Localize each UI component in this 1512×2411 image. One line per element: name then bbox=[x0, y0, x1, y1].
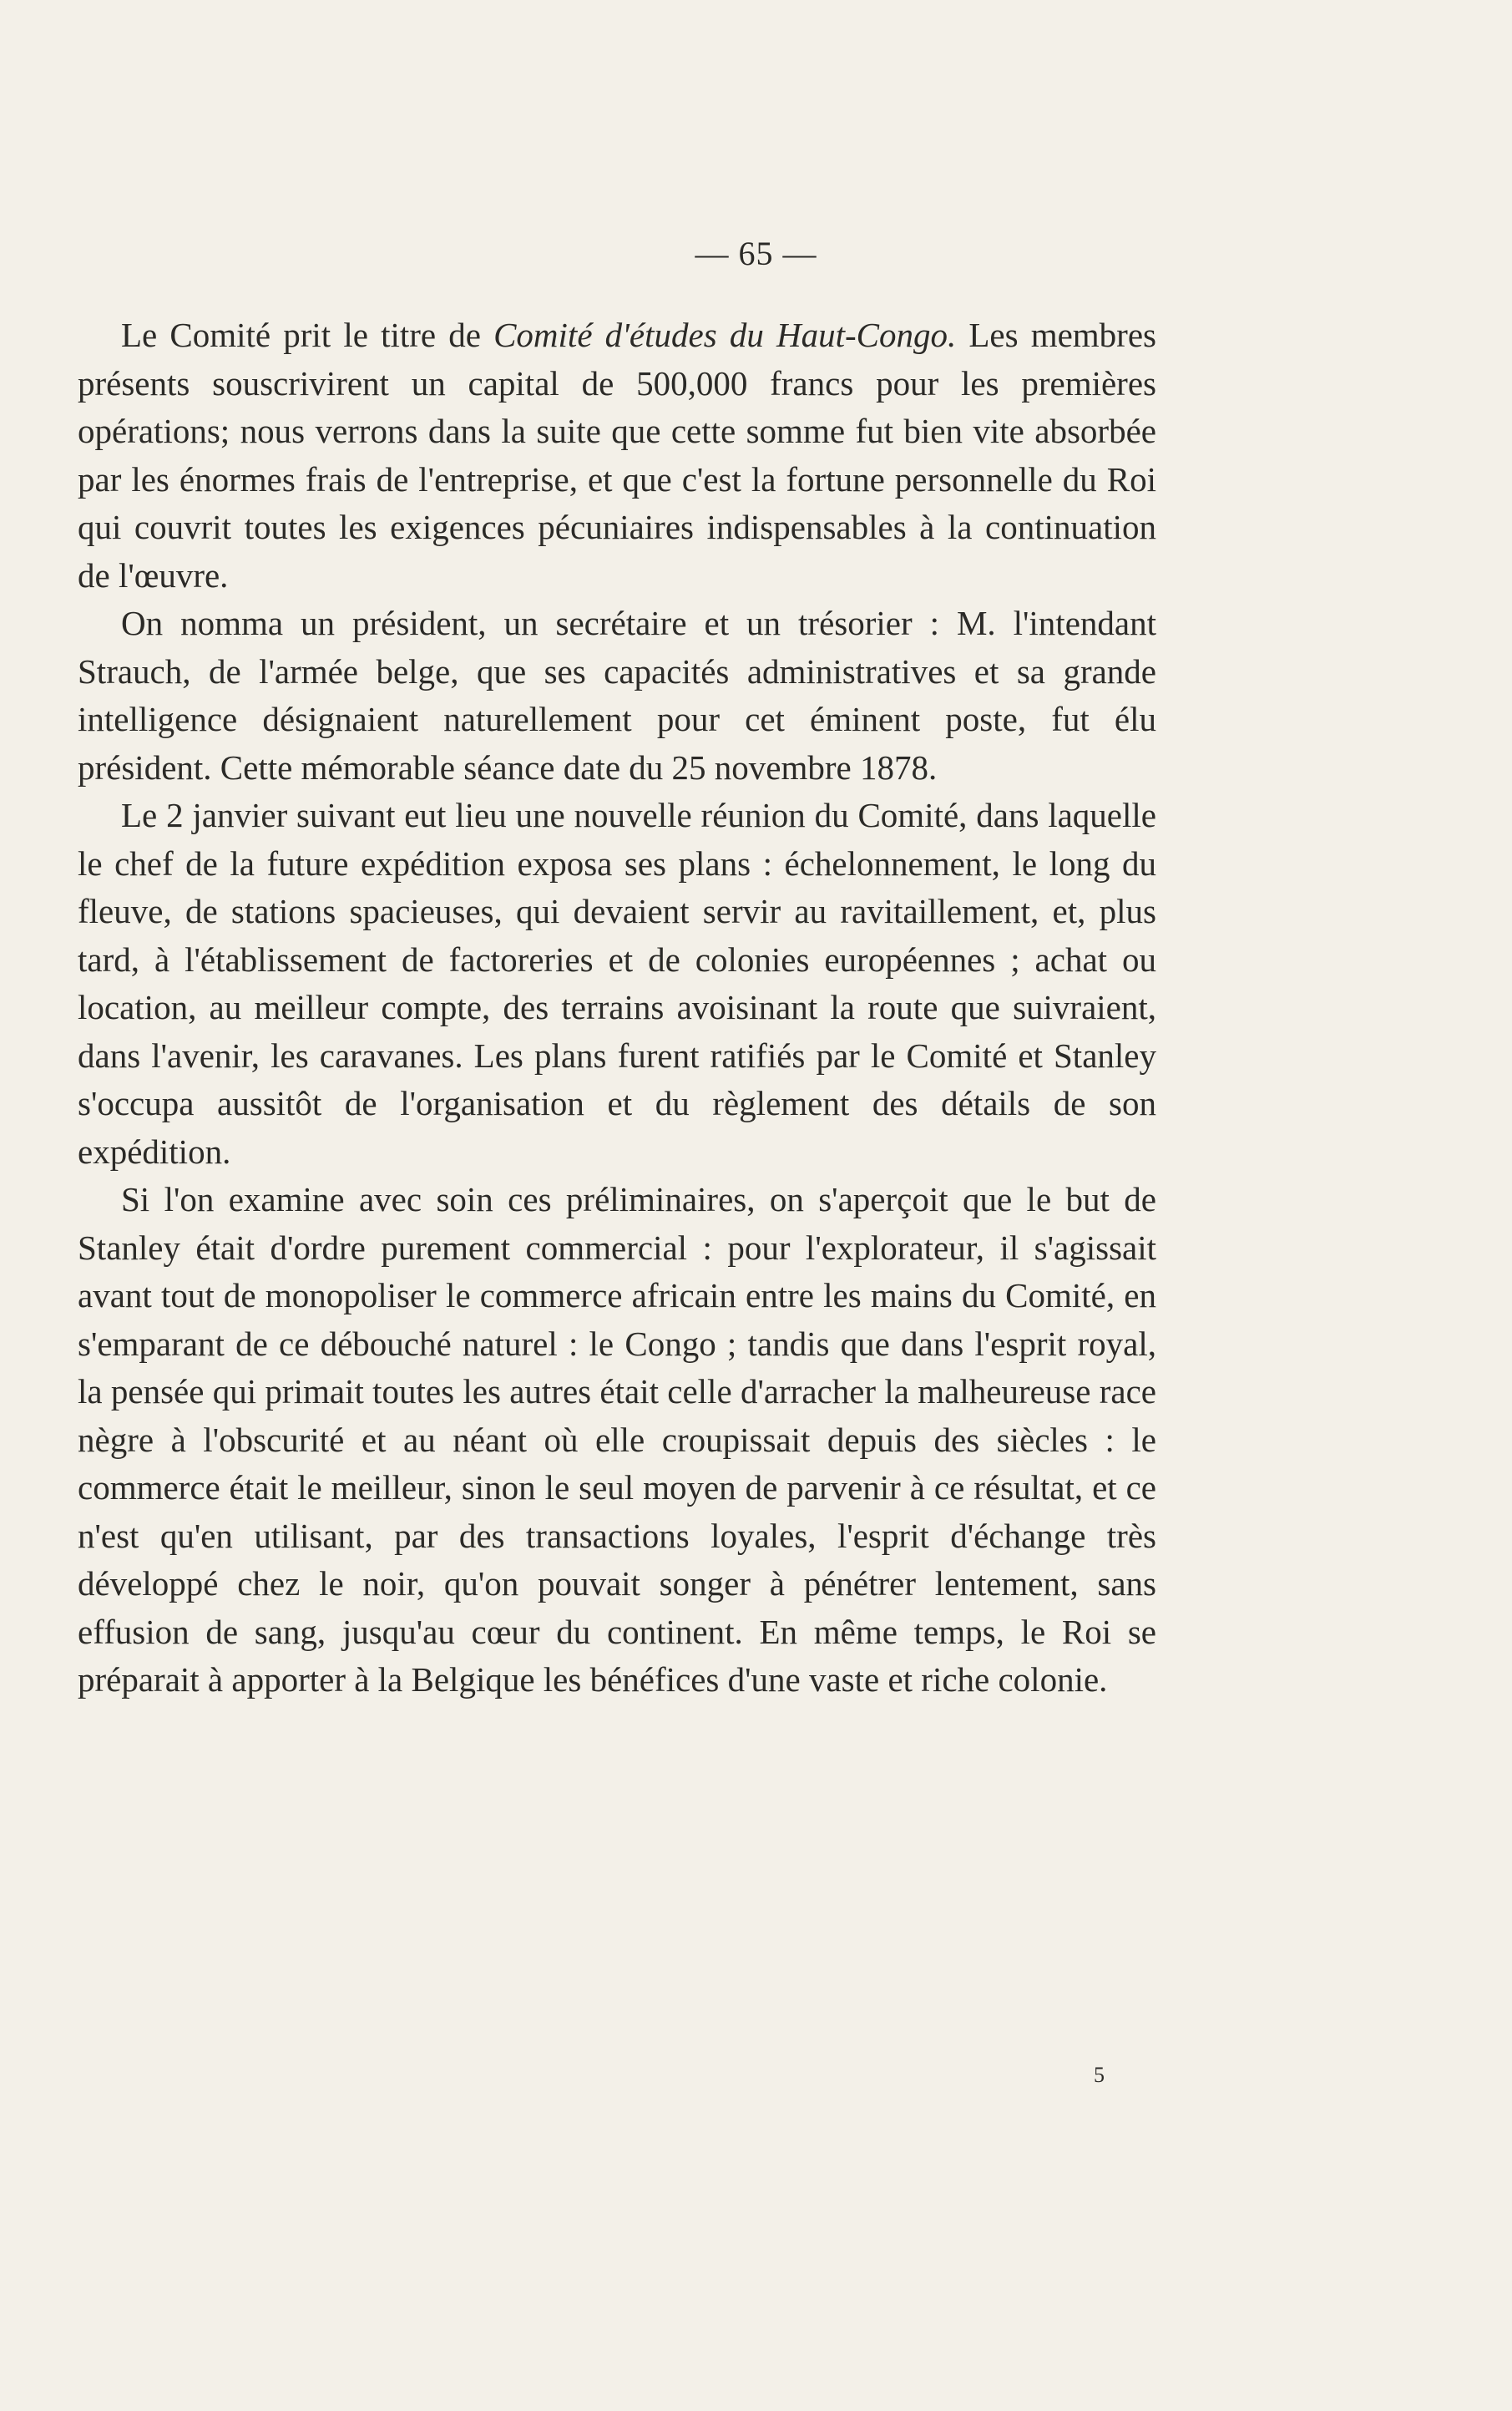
paragraph-4: Si l'on examine avec soin ces préliminaires, on s'aperçoit que le but de Stanley était d'ordre purement commercial : pour l'explorateur, il s'agissait avant tout de monopoliser le commerce africain entre les mains du Comité, en s'emparant de ce débouché naturel : le Congo ; tandis que dans l'esprit royal, la pensée qui primait toutes les autres était celle d'arracher la malheureuse race nègre à l'obscurité et au néant où elle croupissait depuis des siècles : le commerce était le meilleur, sinon le seul moyen de parvenir à ce résultat, et ce n'est qu'en utilisant, par des transactions loyales, l'esprit d'échange très développé chez le noir, qu'on pouvait songer à pénétrer lentement, sans effusion de sang, jusqu'au cœur du continent. En même temps, le Roi se préparait à apporter à la Belgique les bénéfices d'une vaste et riche colonie. bbox=[78, 1180, 1156, 1699]
paragraph-1-rest: Les membres présents souscrivirent un capital de 500,000 francs pour les premières opérations; nous verrons dans la suite que cette somme fut bien vite absorbée par les énormes frais de l'entreprise, et que c'est la fortune personnelle du Roi qui couvrit toutes les exigences pécuniaires indispensables à la continuation de l'œuvre. bbox=[78, 316, 1156, 595]
paragraph-1-start: Le Comité prit le titre de bbox=[121, 316, 494, 354]
committee-title-italic: Comité d'études du Haut-Congo. bbox=[493, 316, 957, 354]
body-text bbox=[78, 312, 1156, 1704]
paragraph-2: On nomma un président, un secrétaire et un trésorier : M. l'intendant Strauch, de l'armée belge, que ses capacités administratives et sa grande intelligence désignaient naturellement pour cet éminent poste, fut élu président. Cette mémorable séance date du 25 novembre 1878. bbox=[78, 604, 1156, 787]
signature-mark: 5 bbox=[1094, 2063, 1105, 2087]
paragraph-1 bbox=[78, 312, 1156, 600]
paragraph-3: Le 2 janvier suivant eut lieu une nouvelle réunion du Comité, dans laquelle le chef de la future expédition exposa ses plans : échelonnement, le long du fleuve, de stations spacieuses, qui devaient servir au ravitaillement, et, plus tard, à l'établissement de factoreries et de colonies européennes ; achat ou location, au meilleur compte, des terrains avoisinant la route que suivraient, dans l'avenir, les caravanes. Les plans furent ratifiés par le Comité et Stanley s'occupa aussitôt de l'organisation et du règlement des détails de son expédition. bbox=[78, 796, 1156, 1171]
page-number: — 65 — bbox=[695, 235, 817, 272]
